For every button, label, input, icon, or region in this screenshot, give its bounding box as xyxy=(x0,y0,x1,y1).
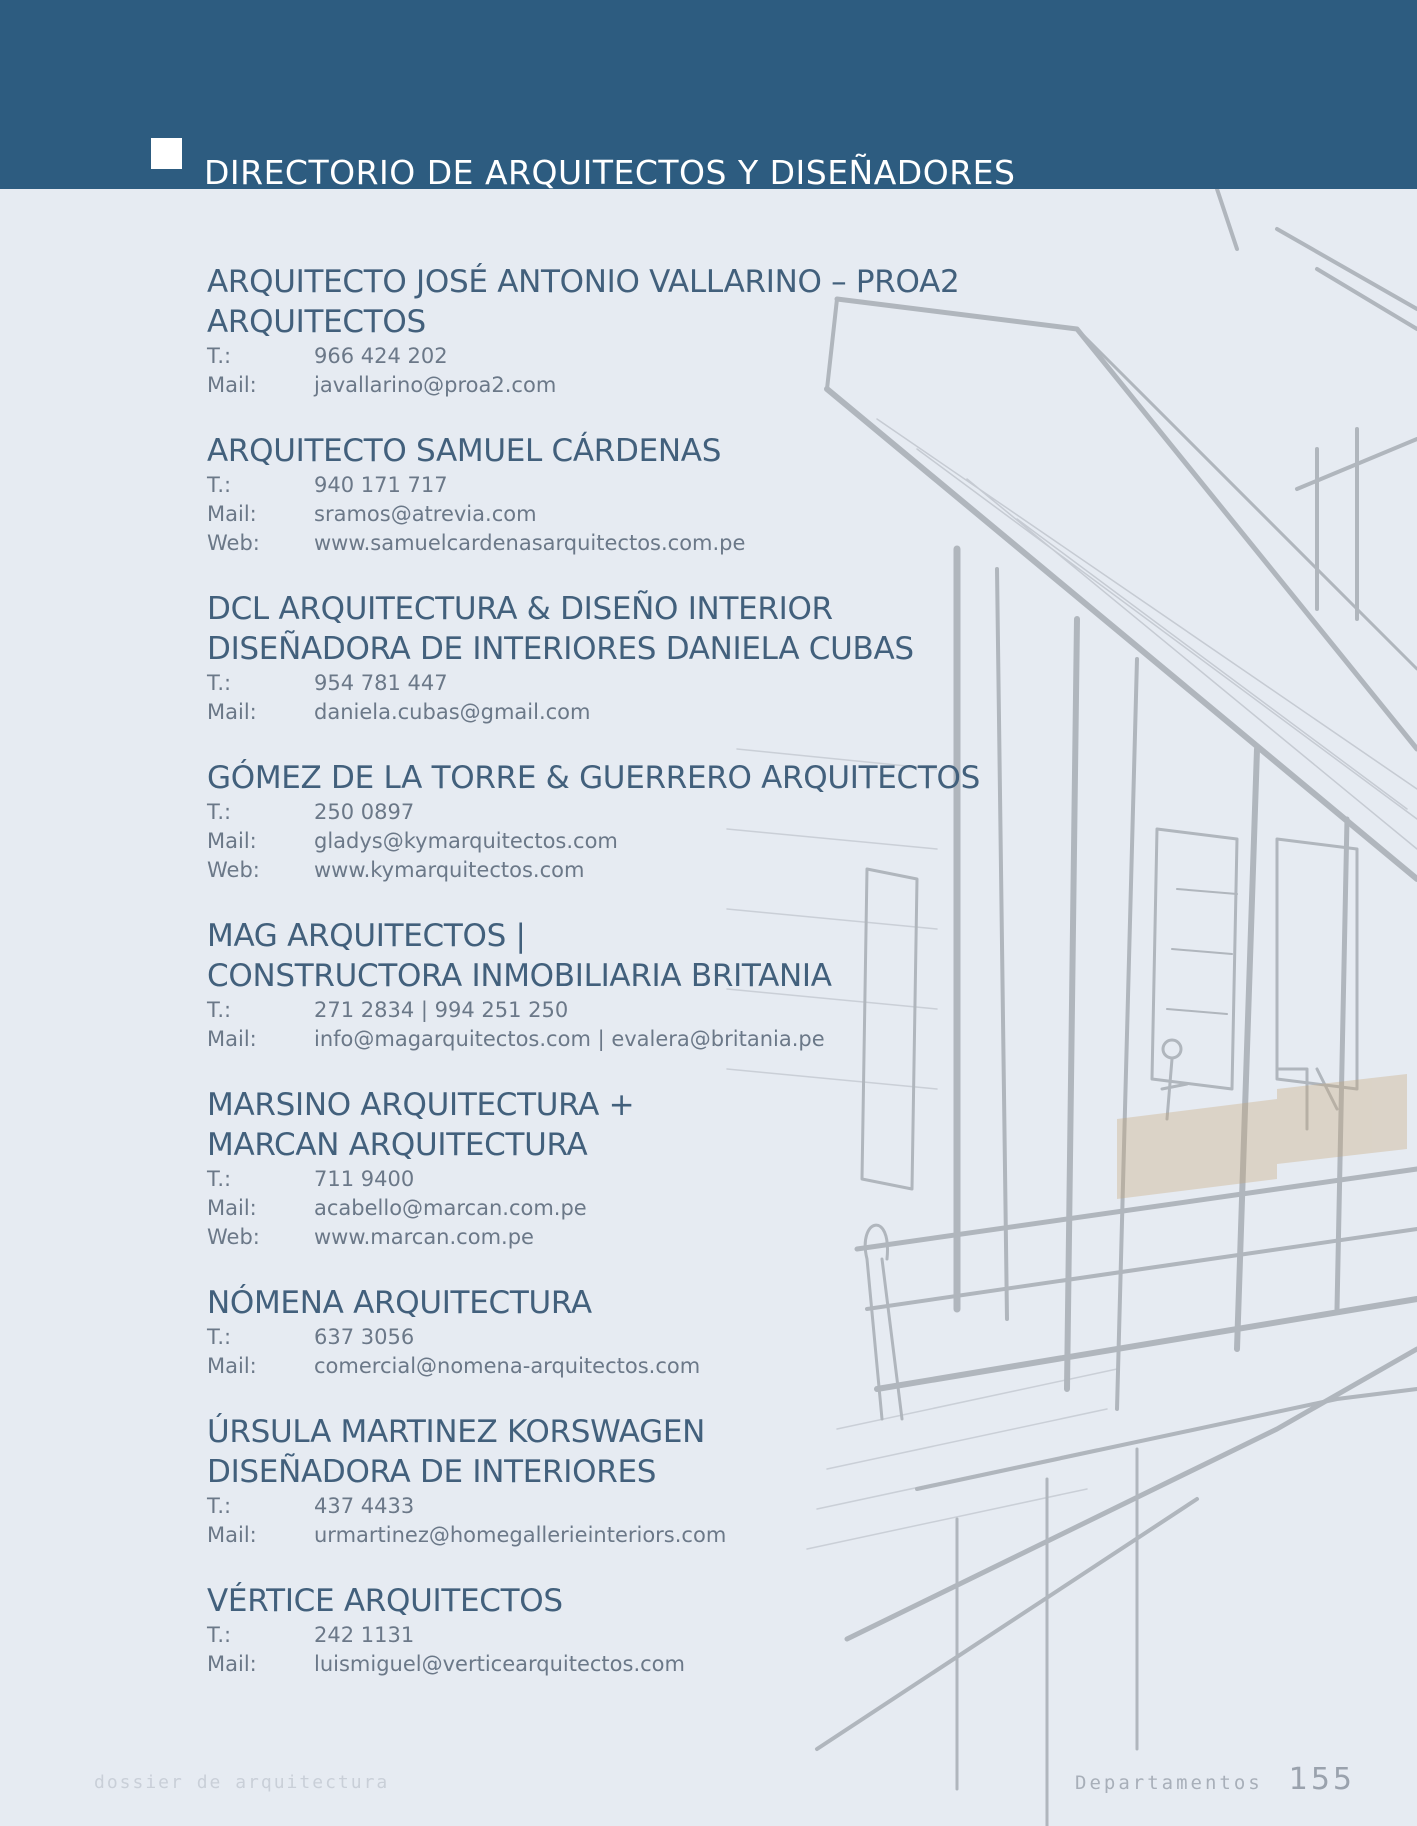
header-square-icon xyxy=(151,138,182,169)
contact-value: 940 171 717 xyxy=(314,473,448,497)
directory-entry xyxy=(207,916,1027,1054)
contact-label: T.: xyxy=(207,1325,232,1349)
entry-name: NÓMENA ARQUITECTURA xyxy=(207,1285,592,1321)
contact-label: T.: xyxy=(207,998,232,1022)
contact-value: info@magarquitectos.com | evalera@britania.pe xyxy=(314,1027,825,1051)
contact-row xyxy=(207,500,1027,529)
contact-label: Mail: xyxy=(207,373,257,397)
contact-label: Mail: xyxy=(207,1027,257,1051)
contact-value: 954 781 447 xyxy=(314,671,448,695)
contact-value: 271 2834 | 994 251 250 xyxy=(314,998,569,1022)
contact-row xyxy=(207,471,1027,500)
entry-name: GÓMEZ DE LA TORRE & GUERRERO ARQUITECTOS xyxy=(207,760,981,796)
contact-value: acabello@marcan.com.pe xyxy=(314,1196,587,1220)
directory-entry xyxy=(207,1283,1027,1381)
contact-label: T.: xyxy=(207,1494,232,1518)
directory-entry xyxy=(207,758,1027,885)
contact-row xyxy=(207,1025,1027,1054)
contact-value: www.kymarquitectos.com xyxy=(314,858,585,882)
contact-row xyxy=(207,1223,1027,1252)
entry-name: ARQUITECTO JOSÉ ANTONIO VALLARINO – PROA2 ARQUITECTOS xyxy=(207,264,960,340)
page-number: 155 xyxy=(1288,1762,1355,1797)
contact-label: Mail: xyxy=(207,700,257,724)
contact-row xyxy=(207,1521,1027,1550)
contact-value: urmartinez@homegallerieinteriors.com xyxy=(314,1523,727,1547)
contact-value: 637 3056 xyxy=(314,1325,415,1349)
entry-name: DCL ARQUITECTURA & DISEÑO INTERIOR DISEÑADORA DE INTERIORES DANIELA CUBAS xyxy=(207,591,914,667)
entry-name: VÉRTICE ARQUITECTOS xyxy=(207,1583,563,1619)
directory-entry xyxy=(207,589,1027,727)
contact-label: T.: xyxy=(207,344,232,368)
contact-row xyxy=(207,1165,1027,1194)
contact-value: luismiguel@verticearquitectos.com xyxy=(314,1652,685,1676)
contact-value: 242 1131 xyxy=(314,1623,415,1647)
contact-label: Mail: xyxy=(207,1523,257,1547)
contact-row xyxy=(207,1650,1027,1679)
contact-row xyxy=(207,798,1027,827)
page-header xyxy=(0,0,1417,193)
contact-label: Web: xyxy=(207,1225,260,1249)
directory-entry xyxy=(207,1581,1027,1679)
contact-value: 437 4433 xyxy=(314,1494,415,1518)
entry-name: MARSINO ARQUITECTURA + MARCAN ARQUITECTURA xyxy=(207,1087,635,1163)
contact-value: www.marcan.com.pe xyxy=(314,1225,534,1249)
contact-label: Mail: xyxy=(207,1354,257,1378)
page-title: DIRECTORIO DE ARQUITECTOS Y DISEÑADORES xyxy=(204,153,1016,193)
directory-entry xyxy=(207,431,1027,558)
contact-row xyxy=(207,698,1027,727)
contact-label: Web: xyxy=(207,531,260,555)
contact-row xyxy=(207,1323,1027,1352)
contact-row xyxy=(207,669,1027,698)
contact-value: gladys@kymarquitectos.com xyxy=(314,829,618,853)
entry-name: MAG ARQUITECTOS | CONSTRUCTORA INMOBILIARIA BRITANIA xyxy=(207,918,832,994)
directory-entry xyxy=(207,1085,1027,1252)
contact-row xyxy=(207,1492,1027,1521)
contact-label: T.: xyxy=(207,473,232,497)
directory-entry xyxy=(207,262,1027,400)
contact-row xyxy=(207,371,1027,400)
contact-row xyxy=(207,827,1027,856)
contact-row xyxy=(207,529,1027,558)
contact-value: 711 9400 xyxy=(314,1167,415,1191)
contact-label: T.: xyxy=(207,1623,232,1647)
contact-row xyxy=(207,1352,1027,1381)
contact-value: daniela.cubas@gmail.com xyxy=(314,700,591,724)
contact-label: T.: xyxy=(207,800,232,824)
contact-value: comercial@nomena-arquitectos.com xyxy=(314,1354,701,1378)
entry-name: ÚRSULA MARTINEZ KORSWAGEN DISEÑADORA DE INTERIORES xyxy=(207,1414,705,1490)
contact-row xyxy=(207,342,1027,371)
contact-value: sramos@atrevia.com xyxy=(314,502,537,526)
directory-list xyxy=(207,262,1027,1710)
contact-label: Mail: xyxy=(207,1196,257,1220)
footer-right xyxy=(1075,1762,1355,1797)
contact-row xyxy=(207,1621,1027,1650)
entry-name: ARQUITECTO SAMUEL CÁRDENAS xyxy=(207,433,722,469)
contact-row xyxy=(207,996,1027,1025)
footer-section-label: Departamentos xyxy=(1075,1772,1263,1794)
contact-row xyxy=(207,856,1027,885)
contact-label: Web: xyxy=(207,858,260,882)
contact-row xyxy=(207,1194,1027,1223)
contact-value: www.samuelcardenasarquitectos.com.pe xyxy=(314,531,746,555)
contact-value: javallarino@proa2.com xyxy=(314,373,557,397)
directory-entry xyxy=(207,1412,1027,1550)
contact-value: 966 424 202 xyxy=(314,344,448,368)
contact-value: 250 0897 xyxy=(314,800,415,824)
contact-label: T.: xyxy=(207,1167,232,1191)
contact-label: Mail: xyxy=(207,502,257,526)
contact-label: T.: xyxy=(207,671,232,695)
footer-publication: dossier de arquitectura xyxy=(94,1772,390,1793)
contact-label: Mail: xyxy=(207,829,257,853)
contact-label: Mail: xyxy=(207,1652,257,1676)
